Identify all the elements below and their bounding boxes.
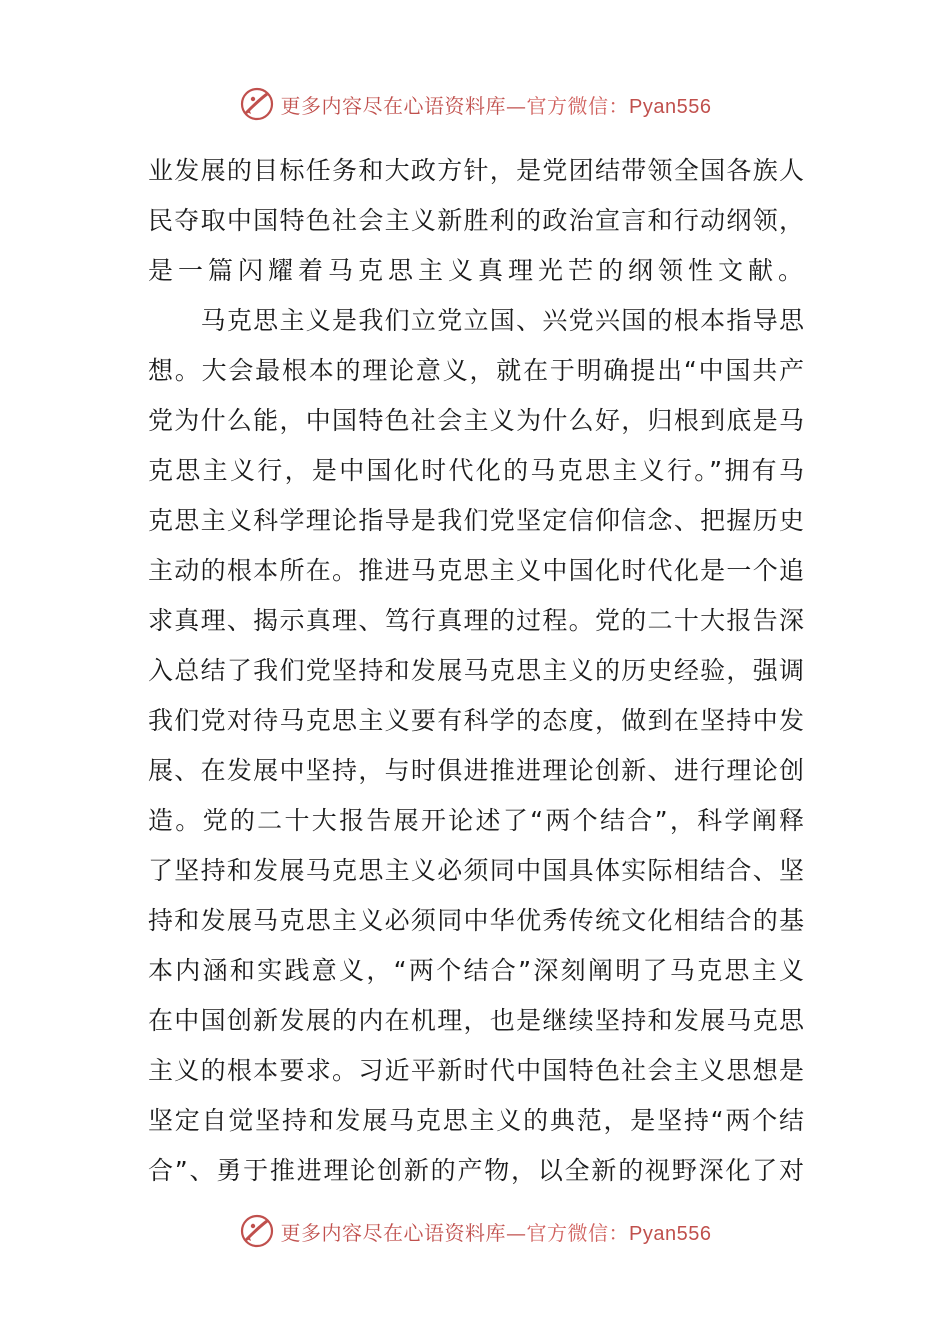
text-line: 党为什么能，中国特色社会主义为什么好，归根到底是马 xyxy=(148,406,804,435)
document-body xyxy=(148,146,809,1196)
text-line: 在中国创新发展的内在机理，也是继续坚持和发展马克思 xyxy=(148,1006,804,1035)
text-line: 本内涵和实践意义，“两个结合”深刻阐明了马克思主义 xyxy=(148,956,804,985)
text-line: 我们党对待马克思主义要有科学的态度，做到在坚持中发 xyxy=(148,706,804,735)
wechat-id: Pyan556 xyxy=(629,95,712,118)
text-line: 主义的根本要求。习近平新时代中国特色社会主义思想是 xyxy=(148,1056,804,1085)
text-line: 马克思主义是我们立党立国、兴党兴国的根本指导思 xyxy=(148,306,804,335)
text-line: 主动的根本所在。推进马克思主义中国化时代化是一个追 xyxy=(148,556,804,585)
text-line: 求真理、揭示真理、笃行真理的过程。党的二十大报告深 xyxy=(148,606,804,635)
header-banner-text xyxy=(281,90,712,119)
text-line: 业发展的目标任务和大政方针，是党团结带领全国各族人 xyxy=(148,156,804,185)
banner-dash: — xyxy=(506,93,527,118)
wechat-label: 官方微信： xyxy=(526,93,630,118)
brush-logo-icon xyxy=(239,1213,275,1249)
text-line: 是一篇闪耀着马克思主义真理光芒的纲领性文献。 xyxy=(148,256,809,285)
brush-logo-icon xyxy=(239,86,275,122)
text-line: 想。大会最根本的理论意义，就在于明确提出“中国共产 xyxy=(148,356,804,385)
text-line: 克思主义行，是中国化时代化的马克思主义行。”拥有马 xyxy=(148,456,804,485)
text-line: 入总结了我们党坚持和发展马克思主义的历史经验，强调 xyxy=(148,656,804,685)
site-name: 更多内容尽在心语资料库 xyxy=(280,1220,507,1245)
text-line: 持和发展马克思主义必须同中华优秀传统文化相结合的基 xyxy=(148,906,804,935)
text-line: 了坚持和发展马克思主义必须同中国具体实际相结合、坚 xyxy=(148,856,804,885)
text-line: 造。党的二十大报告展开论述了“两个结合”，科学阐释 xyxy=(148,806,804,835)
header-banner xyxy=(0,84,950,124)
text-line: 克思主义科学理论指导是我们党坚定信仰信念、把握历史 xyxy=(148,506,804,535)
text-line: 民夺取中国特色社会主义新胜利的政治宣言和行动纲领， xyxy=(148,206,804,235)
footer-banner xyxy=(0,1211,950,1251)
site-name: 更多内容尽在心语资料库 xyxy=(280,93,507,118)
text-line: 展、在发展中坚持，与时俱进推进理论创新、进行理论创 xyxy=(148,756,804,785)
wechat-id: Pyan556 xyxy=(629,1222,712,1245)
text-line: 坚定自觉坚持和发展马克思主义的典范，是坚持“两个结 xyxy=(148,1106,804,1135)
banner-dash: — xyxy=(506,1220,527,1245)
wechat-label: 官方微信： xyxy=(526,1220,630,1245)
text-line: 合”、勇于推进理论创新的产物，以全新的视野深化了对 xyxy=(148,1156,804,1185)
footer-banner-text xyxy=(281,1217,712,1246)
